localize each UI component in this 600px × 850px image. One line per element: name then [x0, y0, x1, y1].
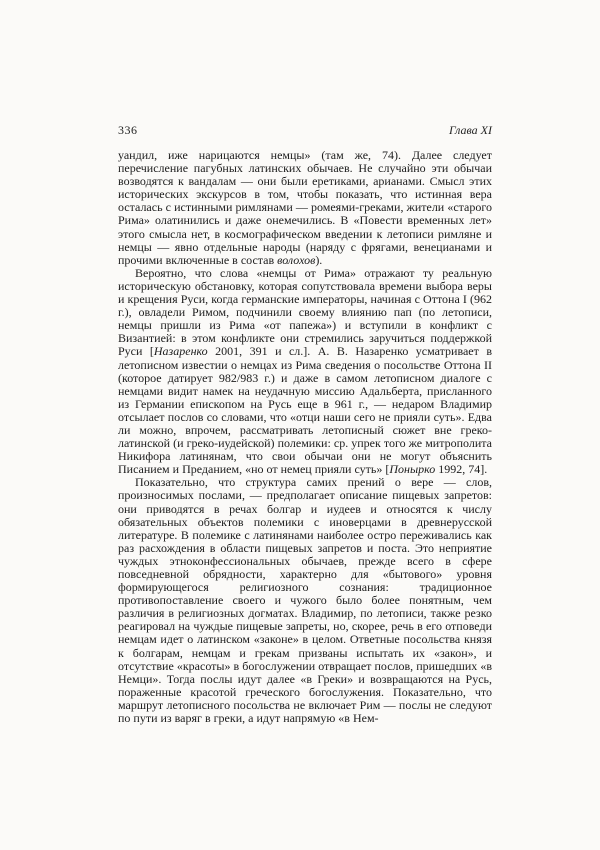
text-run: 2001, 391 и сл.]. А. В. Назаренко усматривает в летописном известии о немцах из Рима сведения о посольстве Оттона II (которое датирует 982/983 г.) и даже в самом летописном диалоге с немцами видит намек на неудачную миссию Адальберта, присланного из Германии епископом на Русь еще в 961 г., — недаром Владимир отсылает послов со словами, что «отци наши сего не прияли суть». Едва ли можно, впрочем, рассматривать летописный сюжет вне греко-латинской (и греко-иудейской) полемики: ср. упрек того же митрополита Никифора латинянам, что свои обычаи они не могут объяснить Писанием и Преданием, «но от немец прияли суть» [	[118, 344, 493, 477]
text-run: уандил, иже нарицаются немцы» (там же, 74). Далее следует перечисление пагубных латинских обычаев. Не случайно эти обычаи возводятся к вандалам — они были еретиками, арианами. Смысл этих исторических экскурсов в том, чтобы показать, что истинная вера осталась с истинными римлянами — ромеями-греками, жители «старого Рима» олатинились и даже онемечились. В «Повести временных лет» этого смысла нет, в космографическом введении к летописи римляне и немцы — явно отдельные народы (наряду с фрягами, венецианами и прочими включенные в состав	[118, 148, 492, 267]
italic-text-run: волохов	[277, 252, 316, 267]
paragraph	[118, 149, 492, 267]
italic-text-run: Понырко	[389, 462, 436, 477]
text-run: 1992, 74].	[435, 462, 488, 477]
paragraph	[118, 267, 492, 477]
paragraph	[118, 476, 492, 725]
text-run: Вероятно, что слова «немцы от Рима» отражают ту реальную историческую обстановку, которая сопутствовала времени выбора веры и крещения Руси, когда германские императоры, начиная с Оттона I (962 г.), овладели Римом, подчинили своему влиянию пап (по летописи, немцы пришли из Рима «от папежа») и вступили в конфликт с Византией: в этом конфликте они стремились заручиться поддержкой Руси [	[118, 265, 492, 359]
text-run: Показательно, что структура самих прений о вере — слов, произносимых послами, — предполагает описание пищевых запретов: они приводятся в речах болгар и иудеев и относятся к числу обязательных объектов полемики с иноверцами в древнерусской литературе. В полемике с латинянами наиболее остро переживались как раз расхождения в области пищевых запретов и поста. Это неприятие чуждых этноконфессиональных обычаев, прежде всего в сфере повседневной обрядности, характерно для «бытового» уровня формирующегося религиозного сознания: традиционное противопоставление своего и чужого было более понятным, чем различия в религиозных догматах. Владимир, по летописи, также резко реагировал на чуждые пищевые запреты, но, скорее, речь в его отповеди немцам идет о латинском «законе» в целом. Ответные посольства князя к болгарам, немцам и грекам призваны испытать их «закон», и отсутствие «красоты» в богослужении отвращает послов, пришедших «в Немци». Тогда послы идут далее «в Греки» и возвращаются на Русь, пораженные красотой греческого богослужения. Показательно, что маршрут летописного посольства не включает Рим — послы не следуют по пути из варяг в греки, а идут напрямую «в Нем-	[118, 475, 492, 726]
running-head	[118, 123, 492, 138]
page-number: 336	[118, 123, 138, 137]
body-text	[118, 149, 492, 725]
text-run: ).	[315, 252, 323, 267]
chapter-heading: Глава XI	[448, 123, 492, 137]
italic-text-run: Назаренко	[153, 344, 208, 359]
